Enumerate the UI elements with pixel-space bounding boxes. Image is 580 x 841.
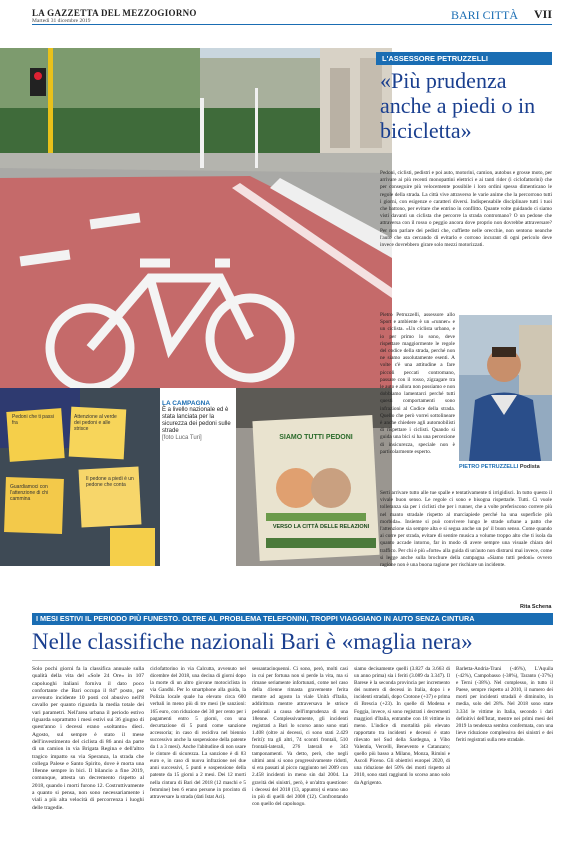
article-body-bottom: Serti arrivare tutto alle tue spalle e tentativamente ti irrigidisci. In tutto questo il vivale buon senso. Le regole ci sono e bisogna rispettarle. Tutti. Ci vuole tolleranza sia per i ciclisti che per i runner, che a volte preferiscono correre più nel manto stradale rispetto al marciapiede perché ha una superficie più morbida». Insieme si può convivere lungo le strade urbane a patto che l'attenzione sia sempre alta e si segua anche un po' il buon senso. Come quando ai corre per strada, evitare di sentire musica a volume troppo alto che ti isola da quanto accade intorno, far in modo di avere sempre una visuale chiara del traffico. Per chi è più «forte» alla guida di un'auto non distrarsi mai invece, come si legge anche sulla brochure della campagna «Siamo tutti pedoni» ovvero ragione non è una buona ragione per rischiare un incidente. — [380, 490, 552, 569]
article-kicker: L'ASSESSORE PETRUZZELLI — [376, 52, 552, 65]
note-1: Pedoni che ti passi fra — [12, 414, 54, 426]
portrait-name: PIETRO PETRUZZELLI — [459, 464, 519, 470]
article2-column-5: Barletta-Andria-Trani (-46%), L'Aquila (-42%), Campobasso (-38%), Taranto (-37%) e Terni (-38%). Nel complesso, in tutto il Paese, sempre rispetto al 2010, il numero dei morti per incidenti stradali è diminuito, in media, solo del 28%. Nel 2018 sono state 3.334 le vittime in Italia, secondo i dati definitivi dell'Istat, mentre nei primi mesi del 2019 la tendenza sembra confermata, con una lieve riduzione complessiva dei sinistri e dei feriti registrati sulla rete stradale. — [456, 666, 553, 743]
article2-rule — [32, 660, 553, 661]
note-4: Il pedone a piedi è un pedone che conta — [86, 476, 134, 488]
article2-column-2: ciclofattorino in via Calcutta, avvenuto nel dicembre del 2018, una decina di giorni dopo la morte di un altro giovane motociclista in via Gandhi. Per lo smartphone alla guida, la Polizia locale quale ha elevato circa 600 verbali in meno più di tre mesi (le sanzioni: 165 euro, con riduzione del 30 per cento per i pagamenti entro 5 giorni, con una decurtazione di 5 punti come sanzione accessoria; in caso di recidiva nel biennio successivo anche la sospensione della patente da 1 a 3 mesi). Anche l'abitudine di non usare le cinture di sicurezza. La sanzione è di 83 euro e, in caso di nuova infrazione nei due anni successivi, 5 punti e sospensione della patente da 15 giorni a 2 mesi. Dei 12 morti nella cintura di Bari del 2018 (12 maschi e 5 femmine) ben 6 erano persone in procinto di attraversare la strada (dati Istat Aci). — [150, 666, 246, 800]
issue-date: Martedì 31 dicembre 2019 — [32, 18, 91, 24]
section-label: BARI CITTÀ — [451, 8, 518, 22]
article2-headline: Nelle classifiche nazionali Bari è «maglia nera» — [32, 629, 473, 654]
photo-caption — [162, 400, 234, 442]
byline: Rita Schena — [520, 604, 552, 610]
poster-subtitle: VERSO LA CITTÀ DELLE RELAZIONI — [272, 524, 370, 530]
campaign-brochure-photo — [236, 388, 392, 566]
newspaper-name: LA GAZZETTA DEL MEZZOGIORNO — [32, 8, 197, 18]
article-lead: Pedoni, ciclisti, pedistri e poi auto, motorini, camion, autobus e grosse moto, per arrivare ai più recenti monopattini elettrici e ai tanti rider (i ciclofattorini) che per conseguire più velocemente possibile i loro ordini spesso dimenticano le regole della strada. La città vive attraverso le varie anime che la percorrono tutti i giorni, con esigenze e caratteri diversi. Indispensabile disciplinare tutti i tuoi che battono, per evitare che entrino in conflitto. Quante volte guidando ci siamo visti davanti un ciclista che percorre la strada contromano? O un pedone che attraversa con il rosso o peggio ancora dove proprio non dovrebbe attraversare? Per non parlare dei pedisti che, cuffiette nelle orecchie, non sentono neanche l'auto che sta cercando di evitarlo e corrono incurant di ogni pericolo deve invece dovrebbero girare solo mezzi motorizzati. — [380, 170, 552, 249]
caption-title: LA CAMPAGNA — [162, 400, 211, 407]
caption-text: È a livello nazionale ed è stata lanciata per la sicurezza dei pedoni sulle strade — [162, 407, 231, 434]
article2-column-1: Solo pochi giorni fa la classifica annuale sulla qualità della vita del «Sole 24 Ore» in 107 capoluoghi italiani forniva il dato poco confortante che Bari occupa il 84° posto, per avvenuto incidente 10 posti col abusivo nell'8 cavallo per quanto riguarda la media totale dei vari parametri. Nell'area urbana il periodo estivo riguarda soprattutto i mesi estivi sui 36 giugno di quest'anno i decessi erano «soltanto» dieci. Agosto, sul sempre è stato il mese dell'investimento del ciclista di 86 anni da parte di un camion in via Brigata Regina e dell'altro tragico impatto su via Speranza, la strada che collega Palese e Santo Spirito, dove è morta una 18enne sempre in bici. Il bilancio a fine 2019, comunque, attesta un decremento rispetto al 2018, quando i morti furono 12. Costruttivamente a quanto si pensa, non sono necessariamente i viali a più alta velocità di percorrenza i luoghi delle tragedie. — [32, 666, 144, 811]
sticky-notes-photo — [0, 388, 160, 566]
portrait-caption — [459, 464, 552, 470]
masthead — [32, 8, 197, 24]
note-2: Attenzione al verde dei pedoni e alle strisce — [74, 414, 117, 432]
page-number: VII — [533, 7, 552, 21]
article-body-left: Pietro Petruzzelli, assessore allo Sport e ambiente è un «runner» e un ciclista. «Un ciclista urbano, e io per primo lo sono, deve rispettare maggiormente le regole del codice della strada, perché non ne siamo assolutamente esenti. A volte c'è una attitudine a fare piccoli peccati contromano, passare con il rosso, zigzagare tra le auto e allora non possiamo e non dobbiamo lamentarci perché tutti questi comportamenti sono infrazioni al Codice della strada. Quello che però vorrei sottolineare è anche chiedere agli automobilisti di rispettare i ciclisti. Quando si guida una bici si ha una percezione di insicurezza, speciale non è particolarmente esperto. — [380, 312, 455, 455]
portrait-role: Podista — [519, 464, 540, 470]
article-headline: «Più prudenza anche a piedi o in bicicletta» — [380, 68, 536, 143]
article2-column-3: sessantacinquenni. Ci sono, però, molti casi in cui per fortuna non si perde la vita, ma si rimane seriamente infortunati, come nel caso della 41enne rimasta gravemente ferita mentre ad agosto la viale Unità d'Italia, addirittura mentre attraversava le strisce pedonali a causa dell'imprudenza di una 18enne. Complessivamente, gli incidenti registrati a Bari lo scorso anno sono stati 1.408 (oltre ai decessi, ci sono stati 2.429 feriti): tra gli altri, 74 scontri frontali, 510 frontali-laterali, 276 laterali e 343 tamponamenti. Va detto, però, che negli ultimi anni si sono progressivamente ridotti, si era passati al picco raggiunto nel 2009 con 2.458 incidenti in meno sin dal 2004. La gravità dei sinistri, però, è un'altra questione: i decessi del 2018 (13, appunto) si erano uno in più di quelli del 2008 (12). Confrontando con quello del capoluogo. — [252, 666, 348, 807]
header-rule — [32, 24, 552, 25]
note-3: Guardiamoci con l'attenzione di chi cammina — [10, 484, 49, 502]
article2-banner: I MESI ESTIVI IL PERIODO PIÙ FUNESTO. OLTRE AL PROBLEMA TELEFONINI, TROPPI VIAGGIANO IN AUTO SENZA CINTURA — [32, 613, 553, 625]
caption-credit: [foto Luca Turi] — [162, 435, 202, 441]
article2-column-4: siamo decisamente quelli (3.827 da 3.663 di un anno prima) sia i feriti (3.089 da 3.347). Il Barese è la seconda provincia per incremento dei numero di decessi in Italia, dopo i e incidenti stradali, dopo Crotone (+37) e prima di Brescia (+23). In quelle di Modena e Foggia, invece, si sono registrati i decrementi maggiori d'Italia, entrambe con 18 vittime in meno. L'indice di mortalità più elevato rapportato tra incidenti e decessi è stato rilevato nel Sud della Sardegna, a Vibo Valentia, Vercelli, Benevento e Catanzaro; quello più basso a Milano, Monza, Rimini e Ascoli Piceno. Gli obiettivi europei 2020, di una riduzione del 50% dei morti rispetto al 2010, sono stati raggiunti lo scorso anno solo da Agrigento. — [354, 666, 450, 786]
poster-title: SIAMO TUTTI PEDONI — [279, 434, 353, 441]
portrait-photo — [459, 315, 552, 461]
bike-lane-photo — [0, 48, 392, 388]
